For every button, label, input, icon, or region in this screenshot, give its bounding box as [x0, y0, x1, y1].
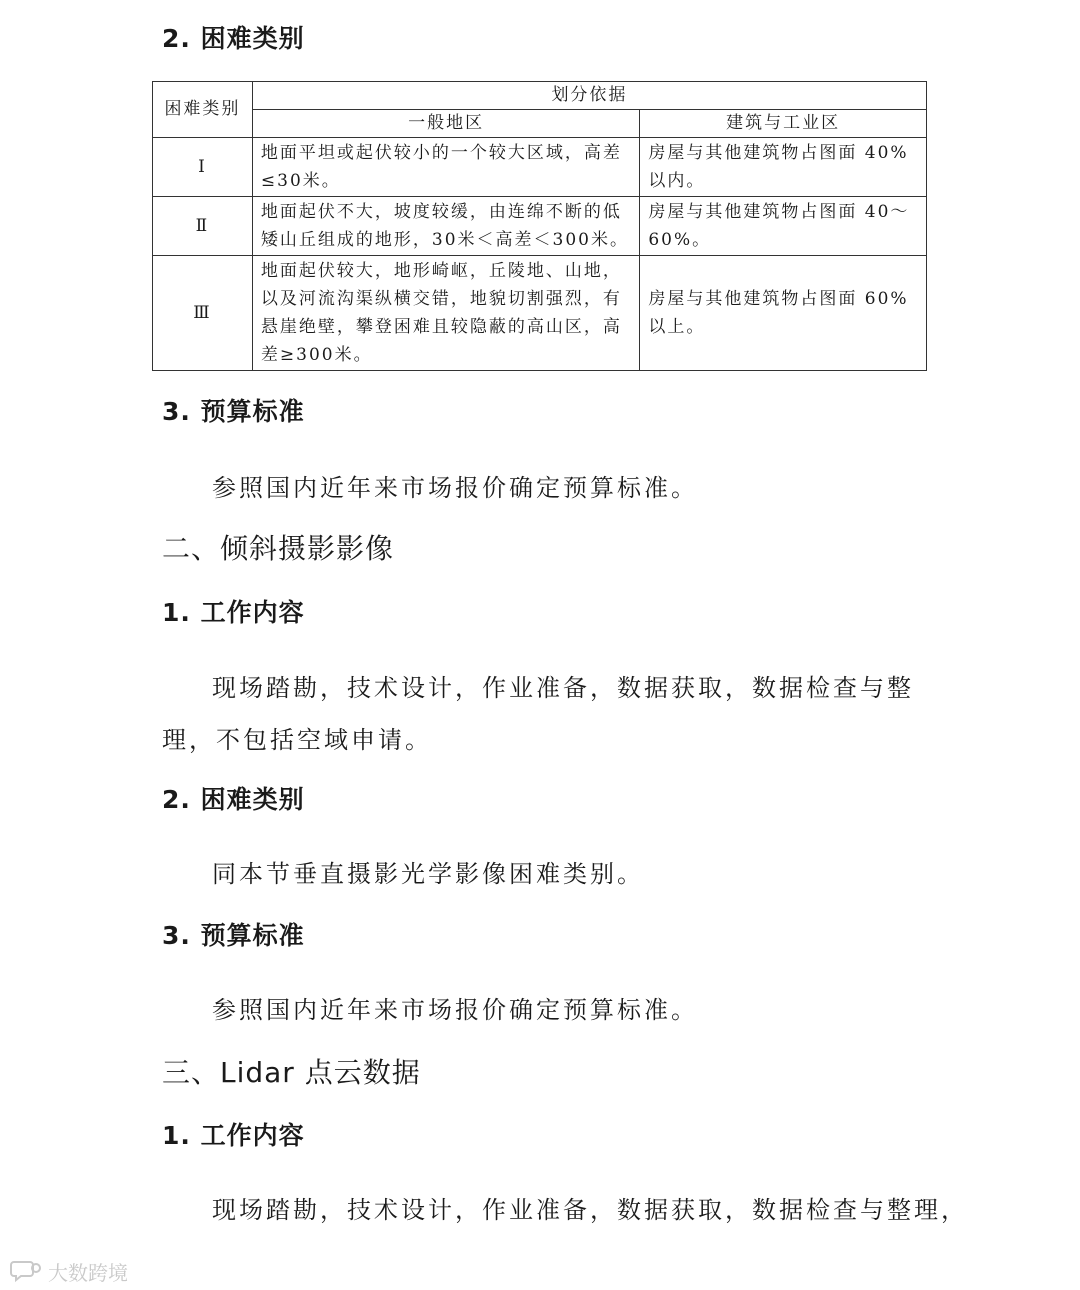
speech-bubble-logo-icon	[10, 1259, 42, 1283]
row-general-description: 地面平坦或起伏较小的一个较大区域，高差≤30米。	[252, 138, 639, 197]
heading-work-content: 1. 工作内容	[162, 598, 305, 627]
row-building-description: 房屋与其他建筑物占图面 40%以内。	[640, 138, 927, 197]
row-category: Ⅰ	[153, 138, 253, 197]
table-row	[153, 138, 927, 197]
heading-work-content: 1. 工作内容	[162, 1121, 305, 1150]
table-row	[153, 197, 927, 256]
row-general-description: 地面起伏不大，坡度较缓，由连绵不断的低矮山丘组成的地形，30米＜高差＜300米。	[252, 197, 639, 256]
header-building-area: 建筑与工业区	[640, 110, 927, 138]
watermark-text: 大数跨境	[48, 1260, 128, 1285]
section-title-oblique-photography: 二、倾斜摄影影像	[162, 532, 395, 565]
row-building-description: 房屋与其他建筑物占图面 40～60%。	[640, 197, 927, 256]
work-content-text: 现场踏勘，技术设计，作业准备，数据获取，数据检查与整理，不包括空域申请。	[162, 674, 914, 754]
difficulty-category-text: 同本节垂直摄影光学影像困难类别。	[212, 860, 644, 888]
work-content-text: 现场踏勘，技术设计，作业准备，数据获取，数据检查与整理，	[212, 1196, 968, 1224]
row-general-description: 地面起伏较大，地形崎岖，丘陵地、山地，以及河流沟渠纵横交错，地貌切割强烈，有悬崖绝壁，攀登困难且较隐蔽的高山区，高差≥300米。	[252, 256, 639, 371]
heading-budget-standard: 3. 预算标准	[162, 397, 305, 426]
header-category: 困难类别	[153, 82, 253, 138]
section-title-lidar: 三、Lidar 点云数据	[162, 1056, 421, 1089]
table-header-row	[153, 82, 927, 110]
header-basis: 划分依据	[252, 82, 926, 110]
table-subheader-row	[153, 110, 927, 138]
watermark	[10, 1256, 128, 1286]
heading-difficulty-category: 2. 困难类别	[162, 24, 305, 53]
row-building-description: 房屋与其他建筑物占图面 60%以上。	[640, 256, 927, 371]
row-category: Ⅱ	[153, 197, 253, 256]
row-category: Ⅲ	[153, 256, 253, 371]
header-general-area: 一般地区	[252, 110, 639, 138]
heading-difficulty-category: 2. 困难类别	[162, 785, 305, 814]
budget-standard-text: 参照国内近年来市场报价确定预算标准。	[212, 996, 698, 1024]
heading-budget-standard: 3. 预算标准	[162, 921, 305, 950]
budget-standard-text: 参照国内近年来市场报价确定预算标准。	[212, 474, 698, 502]
table-row	[153, 256, 927, 371]
difficulty-table	[152, 81, 927, 371]
